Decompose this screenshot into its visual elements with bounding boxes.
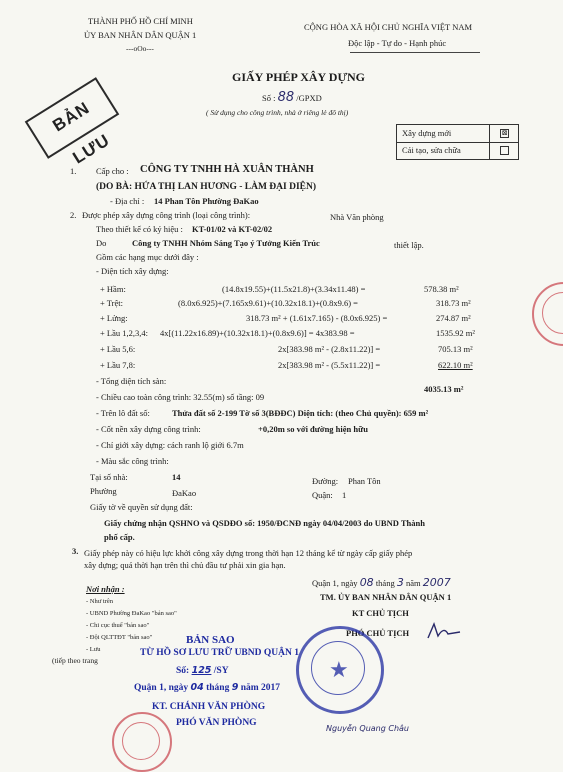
type-new-label: Xây dựng mới xyxy=(402,128,452,138)
floor-level-value: +0,20m so với đường hiện hữu xyxy=(258,424,368,434)
area-label: - Diện tích xây dựng: xyxy=(96,266,169,276)
copy-date-month-label: tháng xyxy=(206,683,230,693)
area-row-floors5-6-value: 705.13 m² xyxy=(438,344,473,354)
total-floor-label: - Tổng diện tích sàn: xyxy=(96,376,167,386)
section1-num: 1. xyxy=(70,166,77,176)
copy-stamp-kt: KT. CHÁNH VĂN PHÒNG xyxy=(152,702,266,712)
area-row-floors5-6-label: + Lầu 5,6: xyxy=(100,344,136,354)
date-year-label: năm xyxy=(405,578,421,588)
official-seal-icon xyxy=(296,626,384,714)
empty-box-icon xyxy=(500,146,509,155)
area-row-floors1-4-formula: 4x[(11.22x16.89)+(10.32x18.1)+(0.8x9.6)] = 4x383.98 = xyxy=(160,328,355,338)
street-value: Phan Tôn xyxy=(348,476,381,486)
recipient-4: - Đội QLTTĐT "bản sao" xyxy=(86,634,153,641)
copy-no-suffix: /SY xyxy=(213,666,229,676)
motto-underline xyxy=(350,52,480,53)
company-name: CÔNG TY TNHH HÀ XUÂN THÀNH xyxy=(140,164,314,175)
area-row-ground-value: 318.73 m² xyxy=(436,298,471,308)
copy-date-month: 9 xyxy=(231,682,239,693)
granted-label: Cấp cho : xyxy=(96,166,129,176)
allowed-text: Được phép xây dựng công trình (loại công trình): xyxy=(82,210,251,220)
representative: (DO BÀ: HỨA THỊ LAN HƯƠNG - LÀM ĐẠI DIỆN) xyxy=(96,182,316,192)
area-row-floors7-8-value: 622.10 m² xyxy=(438,360,473,370)
street-label: Đường: xyxy=(312,476,339,486)
committee-name: ỦY BAN NHÂN DÂN QUẬN 1 xyxy=(84,30,197,40)
type-row-renovate xyxy=(397,142,518,159)
nation-name: CỘNG HÒA XÃ HỘI CHỦ NGHĨA VIỆT NAM xyxy=(304,22,473,32)
copy-stamp-source: TỪ HỒ SƠ LƯU TRỮ UBND QUẬN 1 xyxy=(140,648,299,658)
address-label: - Địa chỉ : xyxy=(110,196,145,206)
recipient-3: - Chi cục thuế "bản sao" xyxy=(86,622,150,629)
area-row-floors5-6-formula: 2x[383.98 m² - (2.8x11.22)] = xyxy=(278,344,381,354)
recipient-2: - UBND Phường ĐaKao "bản sao" xyxy=(86,610,177,617)
district-value: 1 xyxy=(342,490,347,500)
nation-motto: Độc lập - Tự do - Hạnh phúc xyxy=(348,38,447,48)
checked-box-icon: ⊠ xyxy=(501,129,508,137)
area-row-ground-label: + Trệt: xyxy=(100,298,123,308)
copy-date-prefix: Quận 1, ngày xyxy=(134,683,189,693)
number-value: 88 xyxy=(277,90,295,105)
number-suffix: /GPXD xyxy=(296,93,322,103)
type-row-new xyxy=(397,125,518,143)
design-code: KT-01/02 và KT-02/02 xyxy=(192,224,273,234)
date-day: 08 xyxy=(359,576,374,589)
building-type: Nhà Văn phòng xyxy=(330,212,384,222)
date-month: 3 xyxy=(396,576,404,589)
copy-date-day: 04 xyxy=(190,682,204,693)
copy-stamp-title: BẢN SAO xyxy=(186,634,235,646)
area-row-mezzanine-value: 274.87 m² xyxy=(436,313,471,323)
setback: - Chỉ giới xây dựng: cách ranh lộ giới 6.7m xyxy=(96,440,244,450)
papers-value-line2: phố cấp. xyxy=(104,532,135,542)
area-row-floors1-4-value: 1535.92 m² xyxy=(436,328,475,338)
copy-stamp-number xyxy=(176,665,229,676)
area-row-basement-value: 578.38 m² xyxy=(424,284,459,294)
includes-text: Gồm các hạng mục dưới đây : xyxy=(96,252,199,262)
recipient-1: - Như trên xyxy=(86,598,113,605)
building-height: - Chiều cao toàn công trình: 32.55(m) số tầng: 09 xyxy=(96,392,265,402)
signature-line1: TM. ỦY BAN NHÂN DÂN QUẬN 1 xyxy=(320,592,452,602)
copy-no-label: Số: xyxy=(176,666,190,676)
area-row-mezzanine-label: + Lửng: xyxy=(100,313,128,323)
recipient-5: - Lưu xyxy=(86,646,101,653)
area-row-floors7-8-formula: 2x[383.98 m² - (5.5x11.22)] = xyxy=(278,360,381,370)
date-month-label: tháng xyxy=(375,578,395,588)
designer-company: Công ty TNHH Nhóm Sáng Tạo ý Tưởng Kiến Trúc xyxy=(132,238,320,248)
area-row-floors1-4-label: + Lầu 1,2,3,4: xyxy=(100,328,148,338)
section2-num: 2. xyxy=(70,210,77,220)
recipients-title: Nơi nhận : xyxy=(86,584,125,594)
papers-value-line1: Giấy chứng nhận QSHNO và QSDĐO số: 1950/ĐCNĐ ngày 04/04/2003 do UBND Thành xyxy=(104,518,425,528)
type-renovate-checkbox xyxy=(489,142,519,159)
lot-label: - Trên lô đất số: xyxy=(96,408,150,418)
validity-line2: xây dựng; quá thời hạn trên thì chủ đầu tư phải xin gia hạn. xyxy=(84,560,286,570)
designer-label: Do xyxy=(96,238,107,248)
lot-value: Thửa đất số 2-199 Tờ số 3(BĐĐC) Diện tích: (theo Chủ quyền): 659 m² xyxy=(172,408,429,418)
copy-no-value: 125 xyxy=(191,665,212,676)
house-no-label: Tại số nhà: xyxy=(90,472,128,482)
address-value: 14 Phan Tôn Phường ĐaKao xyxy=(154,196,259,206)
copy-signer: Nguyễn Quang Châu xyxy=(326,724,409,733)
papers-label: Giấy tờ về quyền sử dụng đất: xyxy=(90,502,193,512)
type-renovate-label: Cải tạo, sửa chữa xyxy=(402,145,461,155)
date-year: 2007 xyxy=(422,576,451,589)
issue-date xyxy=(312,576,451,589)
header-deco: ---oOo--- xyxy=(126,44,154,53)
construction-type-box xyxy=(396,124,519,160)
area-row-mezzanine-formula: 318.73 m² + (1.61x7.165) - (8.0x6.925) = xyxy=(246,313,388,323)
designer-suffix: thiết lập. xyxy=(394,240,424,250)
continue-note: (tiếp theo trang xyxy=(52,656,98,665)
city-name: THÀNH PHỐ HỒ CHÍ MINH xyxy=(88,16,193,26)
copy-date-year-label: năm xyxy=(240,683,259,693)
copy-date-year: 2017 xyxy=(261,683,281,693)
ward-label: Phường xyxy=(90,486,117,496)
red-seal-bottom-icon xyxy=(112,712,172,772)
area-row-basement-formula: (14.8x19.55)+(11.5x21.8)+(3.34x11.48) = xyxy=(222,284,366,294)
signature-line3: PHÓ CHỦ TỊCH xyxy=(346,628,410,638)
validity-line1: Giấy phép này có hiệu lực khởi công xây dựng trong thời hạn 12 tháng kể từ ngày cấp giấy phép xyxy=(84,548,413,558)
archive-stamp: BẢN LƯU xyxy=(25,77,120,159)
copy-stamp-pho: PHÓ VĂN PHÒNG xyxy=(176,718,257,728)
copy-stamp-date xyxy=(134,682,280,693)
area-row-floors7-8-label: + Lầu 7,8: xyxy=(100,360,136,370)
ward-value: ĐaKao xyxy=(172,488,197,498)
official-signature-icon xyxy=(424,620,464,644)
date-prefix: Quận 1, ngày xyxy=(312,578,358,588)
section3-num: 3. xyxy=(72,546,79,556)
doc-subtitle: ( Sử dụng cho công trình, nhà ở riêng lẻ đô thị) xyxy=(206,108,349,117)
district-label: Quận: xyxy=(312,490,333,500)
floor-level-label: - Cốt nền xây dựng công trình: xyxy=(96,424,201,434)
total-floor-value: 4035.13 m² xyxy=(424,384,464,394)
number-prefix: Số : xyxy=(262,93,276,103)
red-seal-margin-icon xyxy=(532,282,563,346)
design-label: Theo thiết kế có ký hiệu : xyxy=(96,224,183,234)
star-icon: ★ xyxy=(329,657,349,682)
signature-line2: KT CHỦ TỊCH xyxy=(352,608,409,618)
area-row-ground-formula: (8.0x6.925)+(7.165x9.61)+(10.32x18.1)+(0.8x9.6) = xyxy=(178,298,358,308)
doc-title: GIẤY PHÉP XÂY DỰNG xyxy=(232,70,365,84)
area-row-basement-label: + Hầm: xyxy=(100,284,126,294)
type-new-checkbox xyxy=(489,125,519,142)
house-no-value: 14 xyxy=(172,472,181,482)
color-label: - Màu sắc công trình: xyxy=(96,456,169,466)
doc-number xyxy=(262,90,322,105)
